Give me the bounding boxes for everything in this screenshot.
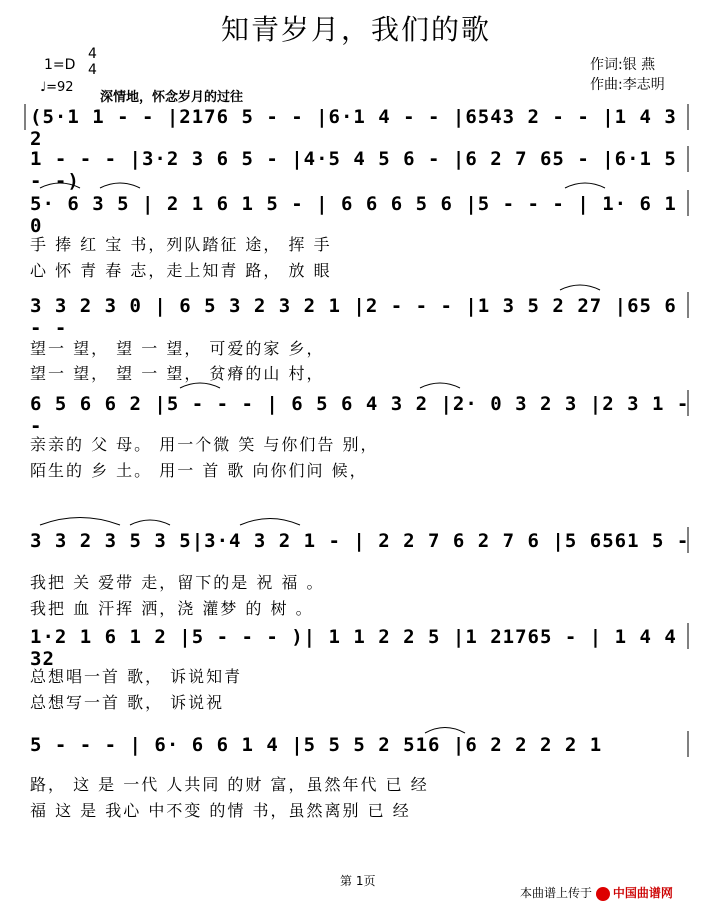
lyric-row-6-verse-2: 我把 血 汗挥 洒，浇 灌梦 的 树 。: [30, 599, 314, 618]
site-logo-icon: [596, 887, 610, 901]
site-credit: [520, 884, 673, 901]
quarter-note-icon: ♩: [40, 80, 47, 95]
lyric-row-7-verse-2: 总想写一首 歌， 诉说祝: [30, 693, 225, 712]
staff-row-3: 5· 6 3 5 | 2 1 6 1 5 - | 6 6 6 5 6 |5 - - - | 1· 6 1 0: [30, 193, 677, 237]
upload-note: 本曲谱上传于: [520, 886, 593, 900]
staff-row-7: 1·2 1 6 1 2 |5 - - - )| 1 1 2 2 5 |1 21765 - | 1 4 4 32: [30, 626, 677, 670]
time-bottom: 4: [88, 62, 97, 78]
staff-row-5: 6 5 6 6 2 |5 - - - | 6 5 6 4 3 2 |2· 0 3 2 3 |2 3 1 - -: [30, 393, 690, 437]
staff-row-8: 5 - - - | 6· 6 6 1 4 |5 5 5 2 516 |6 2 2 2 2 1: [30, 734, 603, 756]
lyricist-credit: 作词:银 燕: [590, 57, 656, 73]
page-title: 知青岁月，我们的歌: [220, 13, 491, 46]
page-number: 第 1页: [340, 874, 376, 888]
lyric-row-5-verse-1: 亲亲的 父 母。 用一个微 笑 与你们告 别，: [30, 435, 379, 454]
lyric-row-8-verse-1: 路， 这 是 一代 人共同 的财 富，虽然年代 已 经: [30, 775, 429, 794]
time-signature: [88, 46, 97, 78]
staff-row-1: (5·1 1 - - |2176 5 - - |6·1 4 - - |6543 2 - - |1 4 3 2: [30, 106, 677, 150]
key-signature: 1=D: [44, 57, 76, 73]
tempo-value: =92: [46, 80, 74, 95]
tempo-marking: [40, 80, 74, 95]
composer-credit: 作曲:李志明: [590, 77, 665, 93]
lyric-row-4-verse-2: 望一 望， 望 一 望， 贫瘠的山 村，: [30, 364, 325, 383]
lyric-row-5-verse-2: 陌生的 乡 土。 用一 首 歌 向你们问 候，: [30, 461, 368, 480]
staff-row-4: 3 3 2 3 0 | 6 5 3 2 3 2 1 |2 - - - |1 3 5 2 27 |65 6 - -: [30, 295, 677, 339]
lyric-row-7-verse-1: 总想唱一首 歌， 诉说知青: [30, 667, 243, 686]
lyric-row-6-verse-1: 我把 关 爱带 走，留下的是 祝 福 。: [30, 573, 325, 592]
expression-marking: 深情地，怀念岁月的过往: [100, 90, 244, 105]
lyric-row-3-verse-2: 心 怀 青 春 志，走上知青 路， 放 眼: [30, 261, 332, 280]
staff-row-6: 3 3 2 3 5 3 5|3·4 3 2 1 - | 2 2 7 6 2 7 6 |5 6561 5 -: [30, 530, 690, 552]
time-top: 4: [88, 46, 97, 62]
site-name: 中国曲谱网: [612, 886, 673, 900]
lyric-row-3-verse-1: 手 捧 红 宝 书，列队踏征 途， 挥 手: [30, 235, 332, 254]
staff-row-2: 1 - - - |3·2 3 6 5 - |4·5 4 5 6 - |6 2 7 65 - |6·1 5 - -): [30, 148, 677, 192]
lyric-row-8-verse-2: 福 这 是 我心 中不变 的情 书，虽然离别 已 经: [30, 801, 411, 820]
lyric-row-4-verse-1: 望一 望， 望 一 望， 可爱的家 乡，: [30, 339, 325, 358]
